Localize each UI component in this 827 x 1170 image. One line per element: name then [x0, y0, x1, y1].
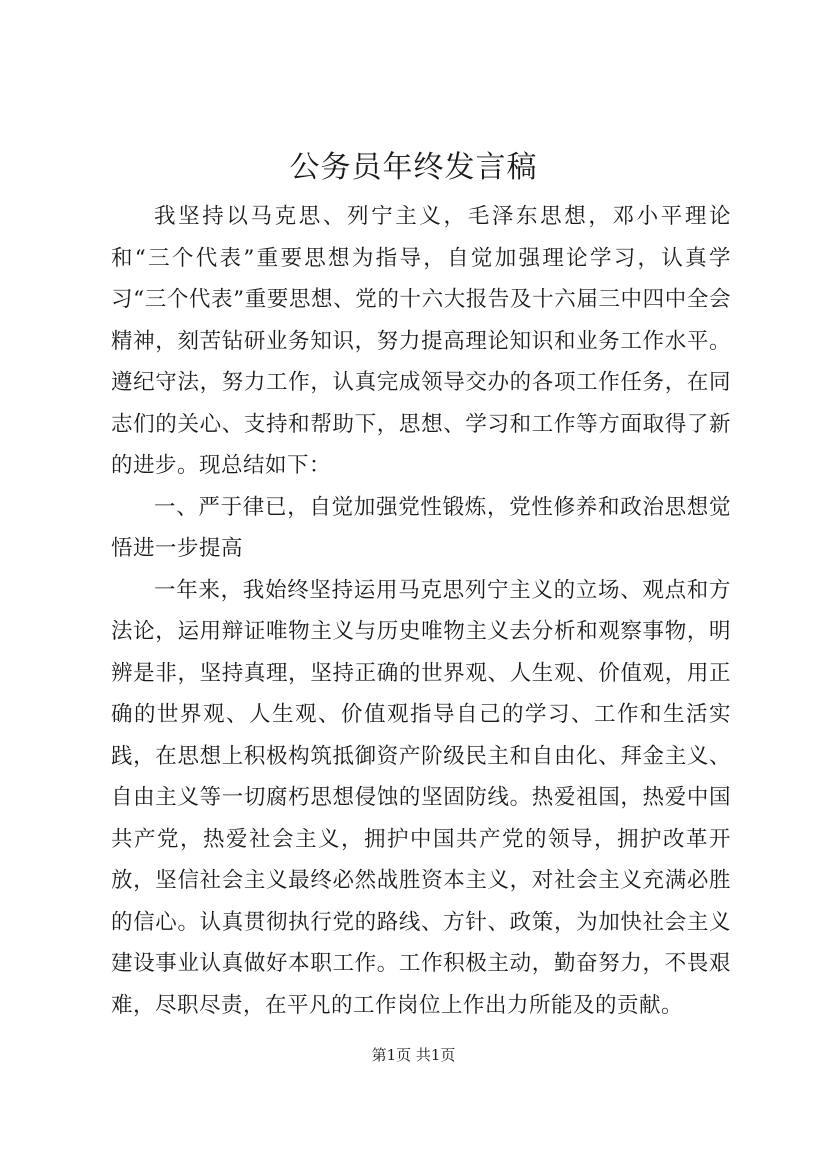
- paragraph-section-heading: 一、严于律已，自觉加强党性锻炼，党性修养和政治思想觉悟进一步提高: [111, 494, 731, 561]
- page-footer: 第1页 共1页: [371, 1046, 456, 1064]
- document-title: 公务员年终发言稿: [289, 150, 538, 185]
- paragraph-intro: 我坚持以马克思、列宁主义，毛泽东思想，邓小平理论和“三个代表”重要思想为指导，自觉加强理论学习，认真学习“三个代表”重要思想、党的十六大报告及十六届三中四中全会精神，刻苦钻研业务知识，努力提高理论知识和业务工作水平。遵纪守法，努力工作，认真完成领导交办的各项工作任务，在同志们的关心、支持和帮助下，思想、学习和工作等方面取得了新的进步。现总结如下：: [111, 204, 731, 478]
- paragraph-section-content: 一年来，我始终坚持运用马克思列宁主义的立场、观点和方法论，运用辩证唯物主义与历史唯物主义去分析和观察事物，明辨是非，坚持真理，坚持正确的世界观、人生观、价值观，用正确的世界观、人生观、价值观指导自己的学习、工作和生活实践，在思想上积极构筑抵御资产阶级民主和自由化、拜金主义、自由主义等一切腐朽思想侵蚀的坚固防线。热爱祖国，热爱中国共产党，热爱社会主义，拥护中国共产党的领导，拥护改革开放，坚信社会主义最终必然战胜资本主义，对社会主义充满必胜的信心。认真贯彻执行党的路线、方针、政策，为加快社会主义建设事业认真做好本职工作。工作积极主动，勤奋努力，不畏艰难，尽职尽责，在平凡的工作岗位上作出力所能及的贡献。: [111, 577, 731, 1018]
- document-body: [111, 196, 731, 1026]
